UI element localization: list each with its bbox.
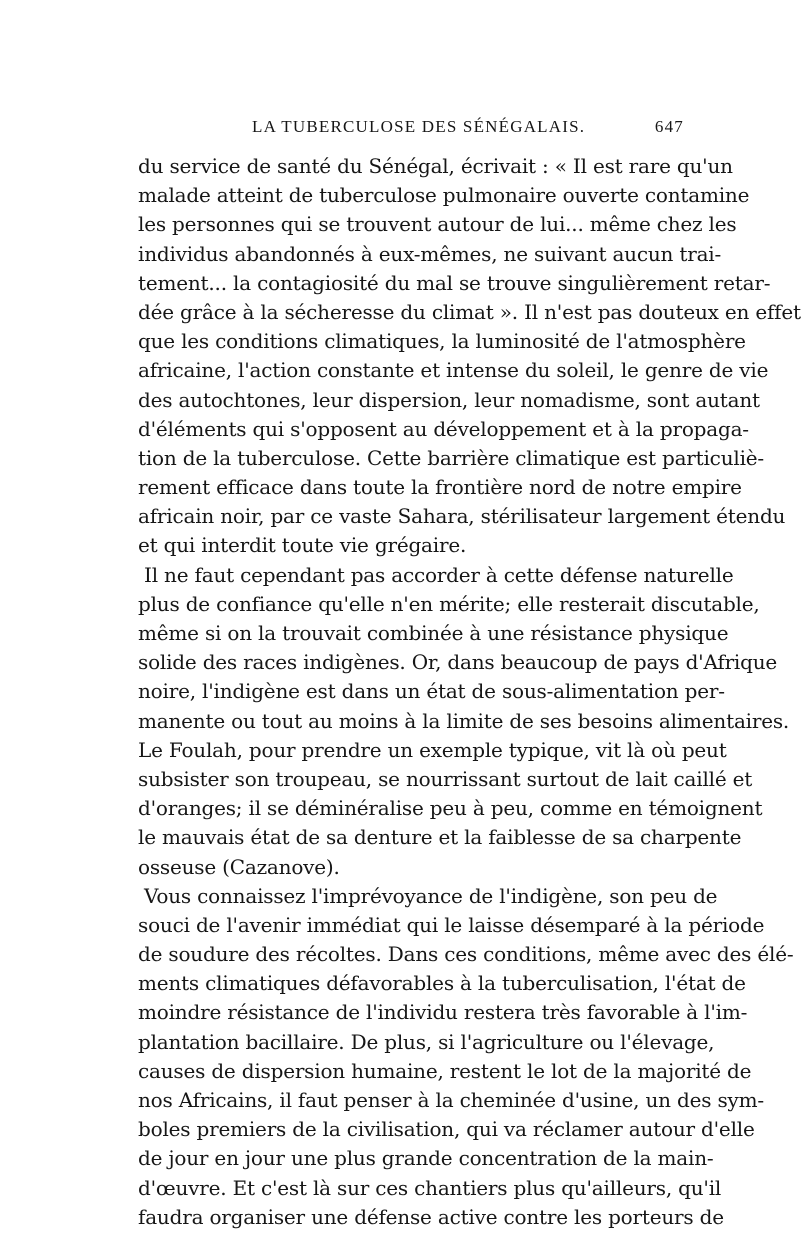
text-line: africain noir, par ce vaste Sahara, stérilisateur largement étendu bbox=[138, 504, 786, 529]
text-line: africaine, l'action constante et intense du soleil, le genre de vie bbox=[138, 358, 769, 383]
text-line: d'éléments qui s'opposent au développement et à la propaga- bbox=[138, 416, 749, 441]
text-line: et qui interdit toute vie grégaire. bbox=[138, 533, 467, 558]
text-line: d'oranges; il se déminéralise peu à peu, comme en témoignent bbox=[138, 796, 763, 821]
text-line: des autochtones, leur dispersion, leur nomadisme, sont autant bbox=[138, 387, 760, 412]
text-line: les personnes qui se trouvent autour de lui... même chez les bbox=[138, 212, 737, 237]
text-line: le mauvais état de sa denture et la faiblesse de sa charpente bbox=[138, 825, 742, 850]
page-number: 647 bbox=[654, 117, 684, 136]
text-line: du service de santé du Sénégal, écrivait : « Il est rare qu'un bbox=[138, 154, 733, 178]
text-line: plus de confiance qu'elle n'en mérite; elle resterait discutable, bbox=[138, 591, 760, 616]
text-line: rement efficace dans toute la frontière nord de notre empire bbox=[138, 475, 742, 500]
text-line: individus abandonnés à eux-mêmes, ne suivant aucun trai- bbox=[138, 241, 722, 266]
text-line: Le Foulah, pour prendre un exemple typique, vit là où peut bbox=[138, 737, 727, 762]
text-line: tement... la contagiosité du mal se trouve singulièrement retar- bbox=[138, 270, 771, 295]
text-line: faudra organiser une défense active contre les porteurs de bbox=[138, 1204, 724, 1229]
text-line: manente ou tout au moins à la limite de ses besoins alimentaires. bbox=[138, 708, 790, 733]
paragraph-start-line: Il ne faut cependant pas accorder à cette défense naturelle bbox=[144, 562, 734, 587]
text-line: boles premiers de la civilisation, qui va réclamer autour d'elle bbox=[138, 1117, 755, 1142]
text-line: osseuse (Cazanove). bbox=[138, 854, 340, 879]
text-line: ments climatiques défavorables à la tuberculisation, l'état de bbox=[138, 971, 746, 996]
running-title: LA TUBERCULOSE DES SÉNÉGALAIS. bbox=[252, 117, 586, 136]
text-line: que les conditions climatiques, la luminosité de l'atmosphère bbox=[138, 329, 746, 354]
text-line: subsister son troupeau, se nourrissant surtout de lait caillé et bbox=[138, 766, 753, 791]
text-line: causes de dispersion humaine, restent le lot de la majorité de bbox=[138, 1058, 752, 1083]
text-line: moindre résistance de l'individu restera très favorable à l'im- bbox=[138, 1000, 748, 1025]
text-line: de jour en jour une plus grande concentration de la main- bbox=[138, 1146, 714, 1171]
text-line: solide des races indigènes. Or, dans beaucoup de pays d'Afrique bbox=[138, 650, 778, 675]
text-line: malade atteint de tuberculose pulmonaire ouverte contamine bbox=[138, 183, 750, 208]
text-line: souci de l'avenir immédiat qui le laisse désemparé à la période bbox=[138, 912, 765, 937]
text-line: d'œuvre. Et c'est là sur ces chantiers plus qu'ailleurs, qu'il bbox=[138, 1175, 722, 1200]
text-line: noire, l'indigène est dans un état de sous-alimentation per- bbox=[138, 679, 725, 704]
text-line: tion de la tuberculose. Cette barrière climatique est particuliè- bbox=[138, 445, 764, 470]
text-line: de soudure des récoltes. Dans ces conditions, même avec des élé- bbox=[138, 942, 794, 967]
paragraph-start-line: Vous connaissez l'imprévoyance de l'indigène, son peu de bbox=[144, 883, 718, 908]
running-header bbox=[138, 117, 684, 143]
text-line: dée grâce à la sécheresse du climat ». Il n'est pas douteux en effet bbox=[138, 299, 801, 324]
body-text bbox=[138, 152, 801, 1229]
text-line: même si on la trouvait combinée à une résistance physique bbox=[138, 621, 729, 645]
text-line: plantation bacillaire. De plus, si l'agriculture ou l'élevage, bbox=[138, 1029, 715, 1054]
text-line: nos Africains, il faut penser à la cheminée d'usine, un des sym- bbox=[138, 1088, 764, 1112]
